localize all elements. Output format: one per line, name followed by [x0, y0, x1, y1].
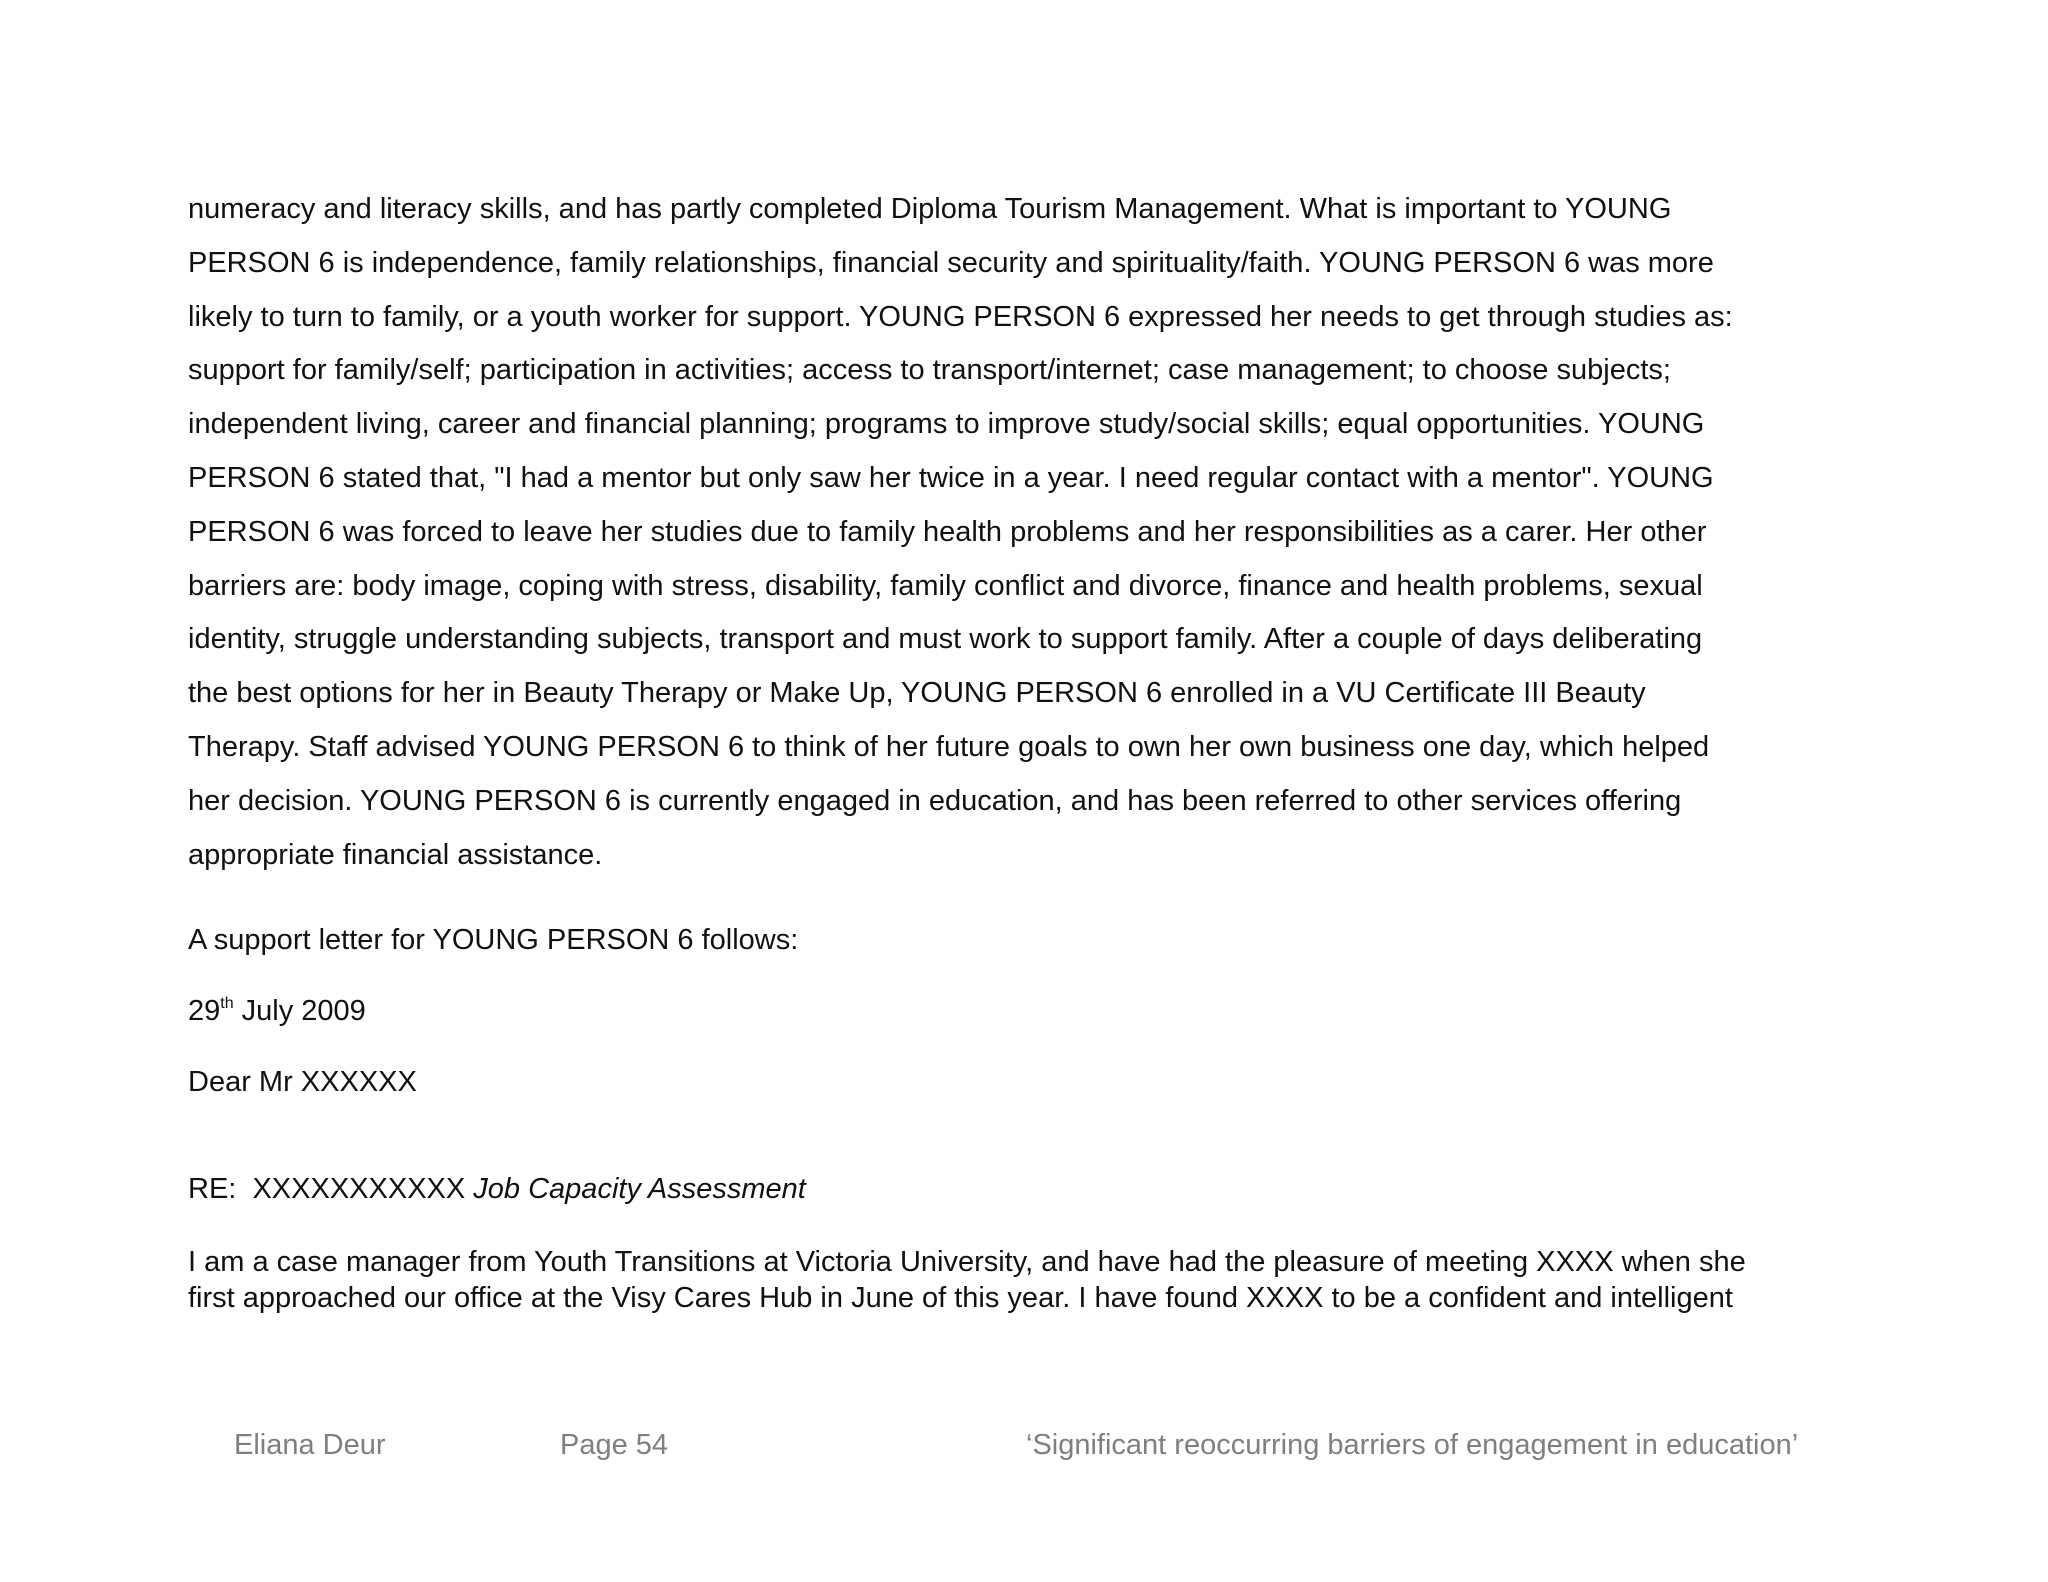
footer-author: Eliana Deur — [234, 1429, 386, 1461]
letter-date-month-year: July 2009 — [233, 995, 366, 1027]
letter-date-suffix: th — [220, 995, 234, 1012]
letter-date — [188, 993, 366, 1029]
letter-date-day: 29 — [188, 995, 221, 1027]
body-paragraph: numeracy and literacy skills, and has partly completed Diploma Tourism Management. What is important to YOUNG PERSON 6 is independence, family relationships, financial security and spirituality/faith. YOUNG PERSON 6 was more likely to turn to family, or a youth worker for support. YOUNG PERSON 6 expressed her needs to get through studies as: support for family/self; participation in activities; access to transport/internet; case management; to choose subjects; independent living, career and financial planning; programs to improve study/social skills; equal opportunities. YOUNG PERSON 6 stated that, "I had a mentor but only saw her twice in a year. I need regular contact with a mentor". YOUNG PERSON 6 was forced to leave her studies due to family health problems and her responsibilities as a carer. Her other barriers are: body image, coping with stress, disability, family conflict and divorce, finance and health problems, sexual identity, struggle understanding subjects, transport and must work to support family. After a couple of days deliberating the best options for her in Beauty Therapy or Make Up, YOUNG PERSON 6 enrolled in a VU Certificate III Beauty Therapy. Staff advised YOUNG PERSON 6 to think of her future goals to own her own business one day, which helped her decision. YOUNG PERSON 6 is currently engaged in education, and has been referred to other services offering appropriate financial assistance. — [188, 193, 1733, 871]
letter-opening-paragraph: I am a case manager from Youth Transitions at Victoria University, and have had the pleasure of meeting XXXX when she first approached our office at the Visy Cares Hub in June of this year. I have found XXXX to be a confident and intelligent — [188, 1246, 1746, 1314]
letter-subject-prefix: RE: XXXXXXXXXXX — [188, 1173, 474, 1205]
footer-document-title: ‘Significant reoccurring barriers of engagement in education’ — [1026, 1429, 1799, 1461]
letter-subject-line — [188, 1171, 806, 1207]
letter-subject-title: Job Capacity Assessment — [473, 1173, 806, 1205]
support-letter-intro: A support letter for YOUNG PERSON 6 follows: — [188, 924, 799, 956]
footer-page-number: Page 54 — [560, 1429, 669, 1461]
letter-salutation: Dear Mr XXXXXX — [188, 1066, 417, 1098]
